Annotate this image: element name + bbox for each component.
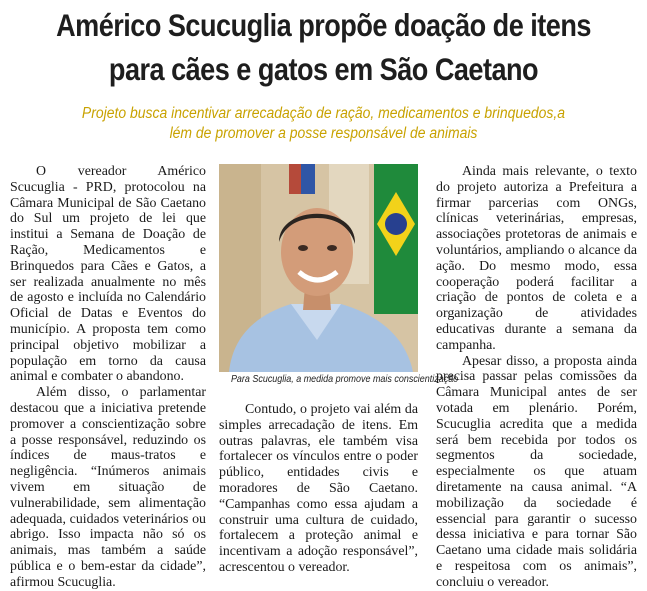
paragraph-1: O vereador Américo Scucuglia - PRD, protocolou na Câmara Municipal de São Caetano do Sul um projeto de lei que institui a Semana de Doação de Ração, Medicamentos e Brinquedos para Cães e Gatos, a ser realizada anualmente no mês de agosto e incluída no Calendário Oficial de Datas e Eventos do município. A proposta tem como principal objetivo mobilizar a população em torno da causa animal e combater o abandono.	[10, 164, 206, 385]
paragraph-5: Apesar disso, a proposta ainda precisa passar pelas comissões da Câmara Municipal antes de ser votada em plenário. Porém, Scucuglia acredita que a medida será bem recebida por todos os segmentos da sociedade, especialmente os que atuam diretamente na causa animal. “A mobilização da sociedade é essencial para garantir o sucesso dessa iniciativa e para tornar São Caetano uma cidade mais solidária e respeitosa com os animais”, concluiu o vereador.	[436, 353, 637, 590]
headline-line-2: para cães e gatos em São Caetano	[108, 51, 539, 87]
paragraph-2: Além disso, o parlamentar destacou que a iniciativa pretende promover a conscientização sobre a posse responsável, reduzindo os índices de maus-tratos e negligência. “Inúmeros animais vivem em situação de vulnerabilidade, sem alimentação adequada, cuidados veterinários ou abrigo. Isso impacta não só os animais, mas também a saúde pública e o bem-estar da cidade”, afirmou Scucuglia.	[10, 385, 206, 590]
portrait-image	[219, 164, 418, 372]
article-photo	[219, 164, 418, 372]
subheadline-line-2: lém de promover a posse responsável de animais	[169, 124, 478, 142]
headline	[45, 3, 601, 91]
subheadline	[32, 104, 614, 143]
paragraph-4: Ainda mais relevante, o texto do projeto autoriza a Prefeitura a firmar parcerias com ONGs, clínicas veterinárias, empresas, associações protetoras de animais e voluntários, ampliando o alcance da ação. Do mesmo modo, essa cooperação poderá facilitar a criação de pontos de coleta e a organização de atividades educativas durante a semana da campanha.	[436, 164, 637, 353]
paragraph-3: Contudo, o projeto vai além da simples arrecadação de itens. Em outras palavras, ele também visa fortalecer os vínculos entre o poder público, entidades civis e moradores de São Caetano. “Campanhas como essa ajudam a construir uma cultura de cuidado, fortalecem a proteção animal e incentivam a adoção responsável”, acrescentou o vereador.	[219, 402, 418, 575]
subheadline-line-1: Projeto busca incentivar arrecadação de ração, medicamentos e brinquedos,a	[81, 105, 566, 122]
photo-caption: Para Scucuglia, a medida promove mais conscientização	[230, 374, 459, 385]
headline-line-1: Américo Scucuglia propõe doação de itens	[56, 7, 591, 43]
article-column-2	[219, 402, 418, 576]
article-column-3	[436, 164, 637, 591]
article-column-1	[10, 164, 206, 591]
